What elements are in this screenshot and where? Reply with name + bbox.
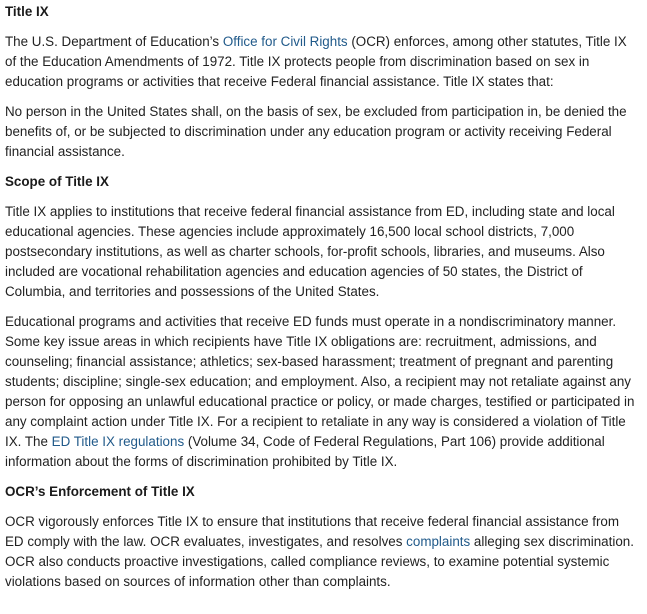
title-ix-quote: No person in the United States shall, on the basis of sex, be excluded from participation in, be denied the benefits of, or be subjected to discrimination under any education program or activity receiving Federal financial assistance. — [5, 104, 627, 159]
complaints-link[interactable]: complaints — [406, 534, 471, 549]
intro-paragraph — [5, 32, 639, 92]
enforcement-text-after-link: alleging sex discrimination. OCR also conducts proactive investigations, called compliance reviews, to examine potential systemic violations based on sources of information other than complaints. — [5, 534, 634, 589]
section-heading-enforcement: OCR’s Enforcement of Title IX — [5, 484, 195, 499]
section-heading-scope: Scope of Title IX — [5, 174, 109, 189]
intro-text-before-link: The U.S. Department of Education’s — [5, 34, 223, 49]
intro-text-after-link: (OCR) enforces, among other statutes, Title IX of the Education Amendments of 1972. Title IX protects people from discrimination based on sex in education programs or activities that receive Federal financial assistance. Title IX states that: — [5, 34, 627, 89]
office-for-civil-rights-link[interactable]: Office for Civil Rights — [222, 34, 348, 49]
section-heading-title-ix: Title IX — [5, 4, 49, 19]
enforcement-text-before-link: OCR vigorously enforces Title IX to ensure that institutions that receive federal financial assistance from ED comply with the law. OCR evaluates, investigates, and resolves — [5, 514, 620, 549]
enforcement-paragraph — [5, 512, 639, 592]
scope-paragraph: Title IX applies to institutions that receive federal financial assistance from ED, including state and local educational agencies. These agencies include approximately 16,500 local school districts, 7,000 postsecondary institutions, as well as charter schools, for-profit schools, libraries, and museums. Also included are vocational rehabilitation agencies and education agencies of 50 states, the District of Columbia, and territories and possessions of the United States. — [5, 204, 615, 299]
programs-paragraph — [5, 312, 639, 472]
programs-text-before-link: Educational programs and activities that receive ED funds must operate in a nondiscriminatory manner. Some key issue areas in which recipients have Title IX obligations are: recruitment, admissions, and counseling; financial assistance; athletics; sex-based harassment; treatment of pregnant and parenting students; discipline; single-sex education; and employment. Also, a recipient may not retaliate against any person for opposing an unlawful educational practice or policy, or made charges, testified or participated in any complaint action under Title IX. For a recipient to retaliate in any way is considered a violation of Title IX. The — [5, 314, 635, 449]
ed-title-ix-regulations-link[interactable]: ED Title IX regulations — [51, 434, 185, 449]
programs-text-after-link: (Volume 34, Code of Federal Regulations, Part 106) provide additional information about the forms of discrimination prohibited by Title IX. — [5, 434, 605, 469]
